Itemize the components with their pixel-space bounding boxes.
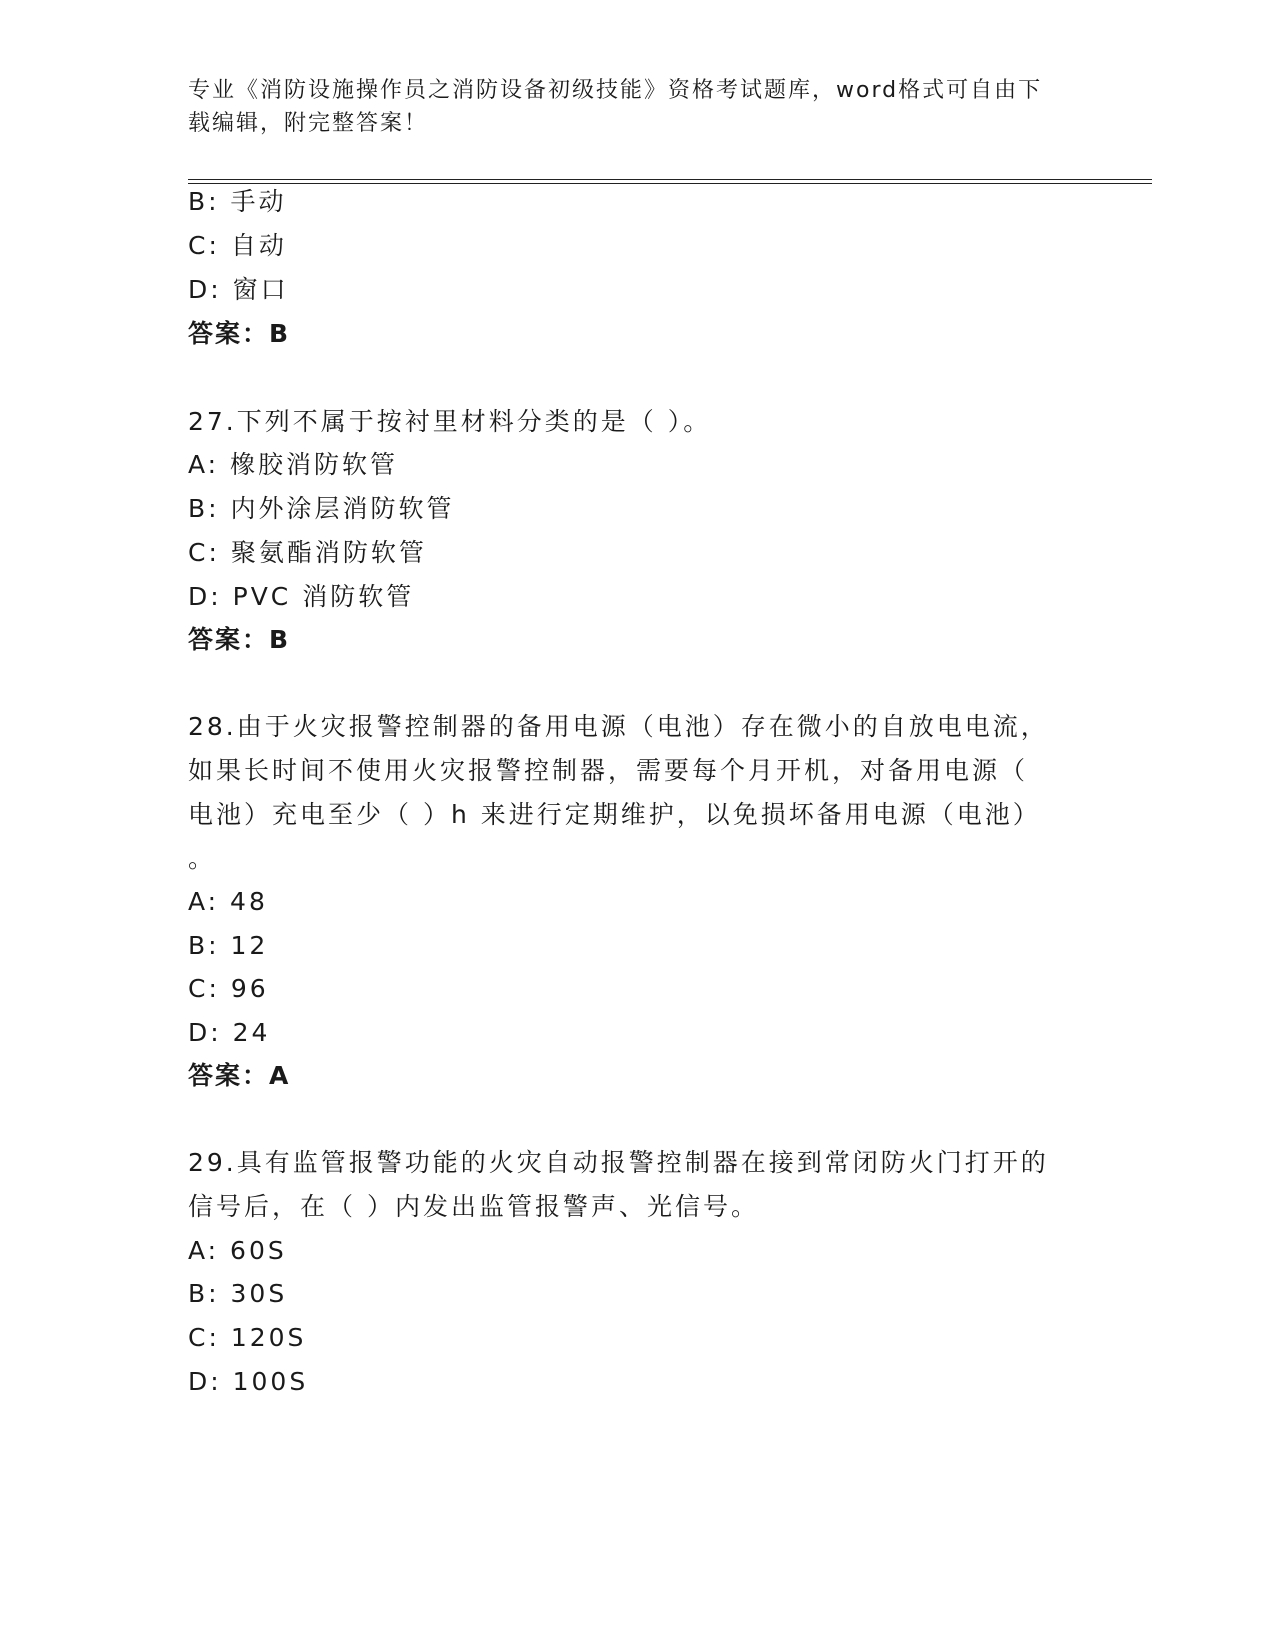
q27-answer: 答案：B bbox=[188, 625, 291, 654]
q28-question-line-1: 28.由于火灾报警控制器的备用电源（电池）存在微小的自放电电流， bbox=[188, 712, 1049, 741]
q29-option-d: D: 100S bbox=[188, 1367, 309, 1396]
q28-question-line-4: 。 bbox=[188, 844, 217, 873]
header-divider-top bbox=[188, 179, 1152, 180]
q27-question: 27.下列不属于按衬里材料分类的是（ ）。 bbox=[188, 407, 712, 436]
q28-option-b: B: 12 bbox=[188, 931, 269, 960]
header-line-2: 载编辑，附完整答案！ bbox=[188, 111, 429, 136]
q29-question-line-1: 29.具有监管报警功能的火灾自动报警控制器在接到常闭防火门打开的 bbox=[188, 1148, 1049, 1177]
q26-option-b: B: 手动 bbox=[188, 187, 287, 216]
q26-option-c: C: 自动 bbox=[188, 231, 287, 260]
q28-question-line-3: 电池）充电至少（ ）h 来进行定期维护，以免损坏备用电源（电池） bbox=[188, 800, 1041, 829]
document-header bbox=[188, 74, 1068, 140]
q26-answer: 答案：B bbox=[188, 319, 291, 348]
q27-option-b: B: 内外涂层消防软管 bbox=[188, 494, 455, 523]
q28-answer: 答案：A bbox=[188, 1061, 291, 1090]
q29-option-a: A: 60S bbox=[188, 1236, 287, 1265]
header-line-1: 专业《消防设施操作员之消防设备初级技能》资格考试题库，word格式可自由下 bbox=[188, 78, 1043, 103]
q28-option-a: A: 48 bbox=[188, 887, 268, 916]
q27-option-c: C: 聚氨酯消防软管 bbox=[188, 538, 427, 567]
q28-option-c: C: 96 bbox=[188, 974, 269, 1003]
q29-option-c: C: 120S bbox=[188, 1323, 307, 1352]
q29-question-line-2: 信号后，在（ ）内发出监管报警声、光信号。 bbox=[188, 1192, 759, 1221]
q28-option-d: D: 24 bbox=[188, 1018, 271, 1047]
q29-option-b: B: 30S bbox=[188, 1279, 288, 1308]
q27-option-d: D: PVC 消防软管 bbox=[188, 582, 415, 611]
q27-option-a: A: 橡胶消防软管 bbox=[188, 450, 399, 479]
header-divider-bottom bbox=[188, 183, 1152, 184]
q26-option-d: D: 窗口 bbox=[188, 275, 289, 304]
q28-question-line-2: 如果长时间不使用火灾报警控制器，需要每个月开机，对备用电源（ bbox=[188, 756, 1029, 785]
